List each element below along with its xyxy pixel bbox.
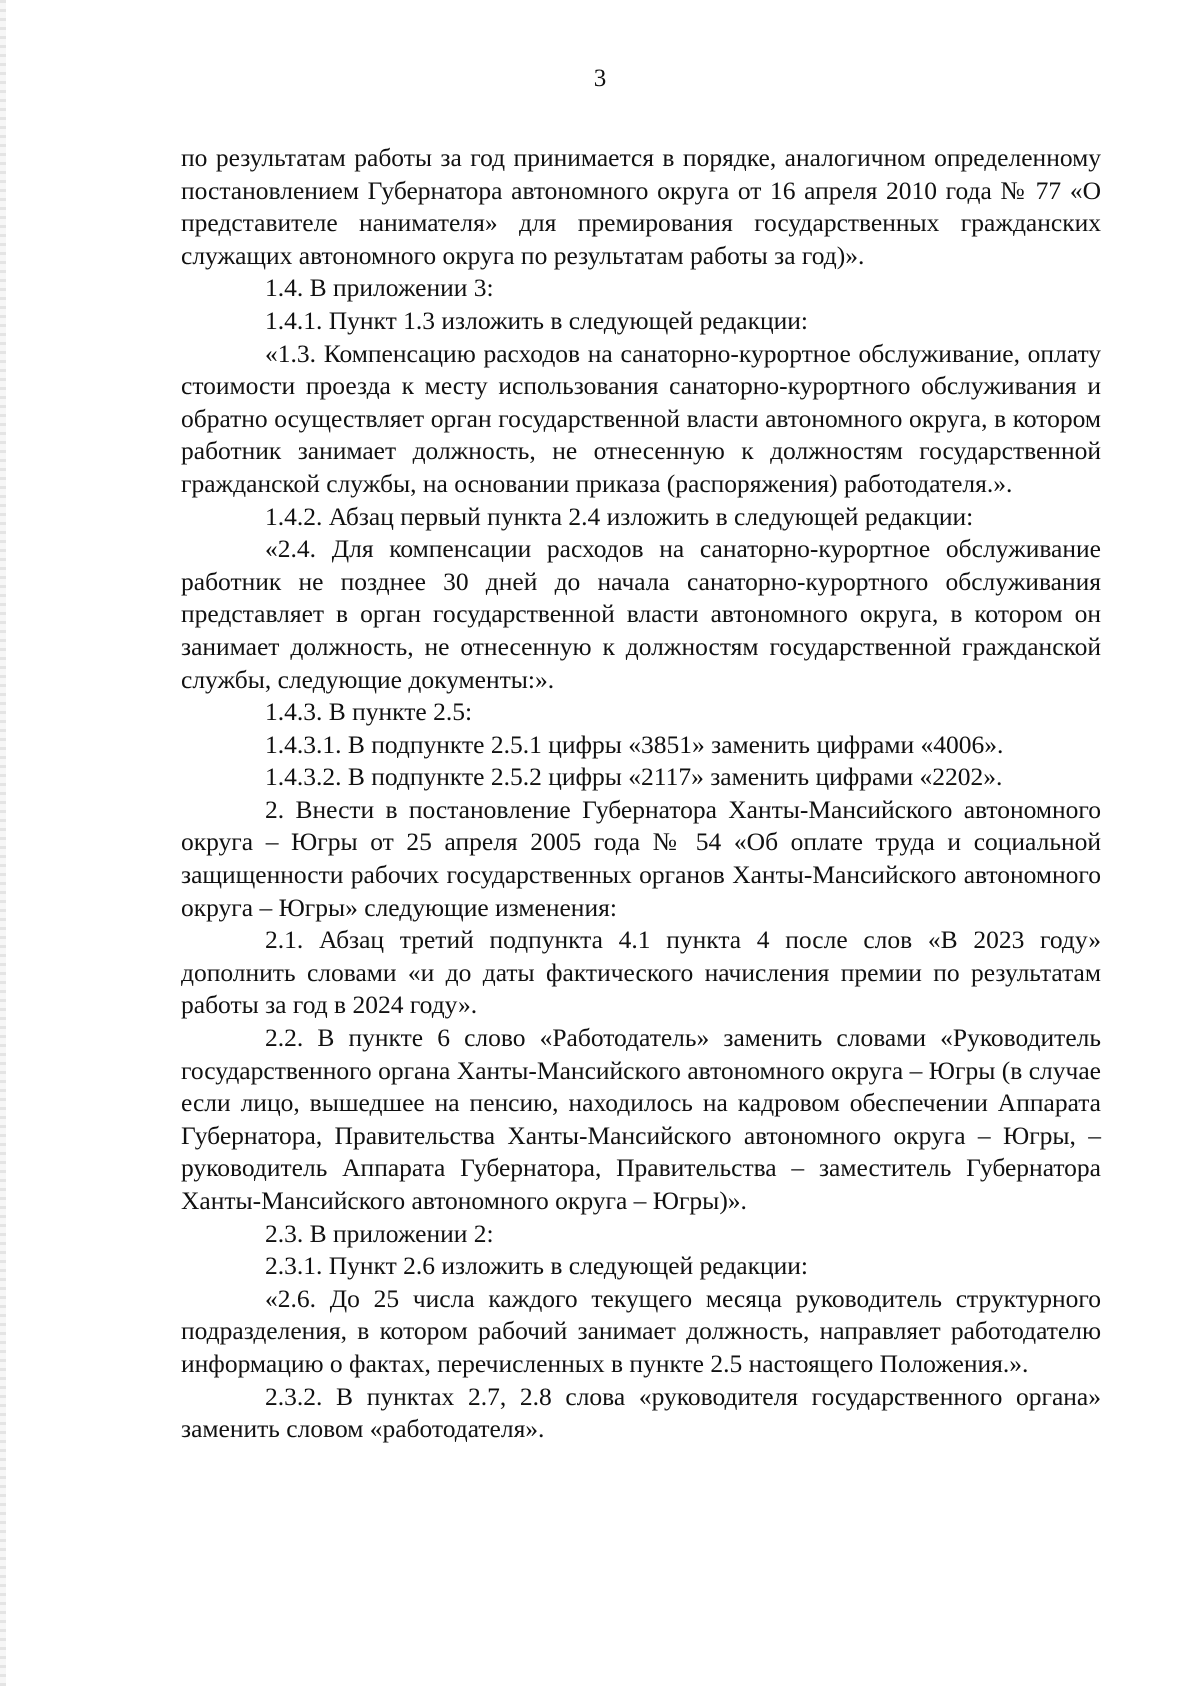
paragraph: 1.4. В приложении 3: (265, 273, 494, 303)
paragraph: по результатам работы за год принимается в порядке, аналогичном определенному постановлением Губернатора автономного округа от 16 апреля 2010 года № 77 «О представителе нанимателя» для премирования государственных гражданских служащих автономного округа по результатам работы за год)». (181, 143, 1101, 270)
scan-edge (0, 0, 6, 1686)
paragraph: 2.2. В пункте 6 слово «Работодатель» заменить словами «Руководитель государственного органа Ханты-Мансийского автономного округа – Югры (в случае если лицо, вышедшее на пенсию, находилось на кадровом обеспечении Аппарата Губернатора, Правительства Ханты-Мансийского автономного округа – Югры, – руководитель Аппарата Губернатора, Правительства – заместитель Губернатора Ханты-Мансийского автономного округа – Югры)». (181, 1023, 1101, 1215)
paragraph: 2. Внести в постановление Губернатора Ханты-Мансийского автономного округа – Югры от 25 апреля 2005 года № 54 «Об оплате труда и социальной защищенности рабочих государственных органов Ханты-Мансийского автономного округа – Югры» следующие изменения: (181, 794, 1101, 922)
paragraph: 1.4.3.1. В подпункте 2.5.1 цифры «3851» заменить цифрами «4006». (265, 729, 1004, 759)
paragraph: «2.4. Для компенсации расходов на санаторно-курортное обслуживание работник не позднее 30 дней до начала санаторно-курортного обслуживания представляет в орган государственной власти автономного округа, в котором он занимает должность, не отнесенную к должностям государственной гражданской службы, следующие документы:». (181, 534, 1101, 694)
paragraph: 2.3. В приложении 2: (265, 1218, 494, 1248)
paragraph: «1.3. Компенсацию расходов на санаторно-курортное обслуживание, оплату стоимости проезда к месту использования санаторно-курортного обслуживания и обратно осуществляет орган государственной власти автономного округа, в котором работник занимает должность, не отнесенную к должностям государственной гражданской службы, на основании приказа (распоряжения) работодателя.». (181, 338, 1101, 498)
paragraph: 1.4.2. Абзац первый пункта 2.4 изложить в следующей редакции: (265, 501, 974, 531)
paragraph: 2.3.1. Пункт 2.6 изложить в следующей редакции: (265, 1251, 808, 1281)
paragraph: 1.4.3. В пункте 2.5: (265, 697, 473, 727)
paragraph: 2.1. Абзац третий подпункта 4.1 пункта 4 после слов «В 2023 году» дополнить словами «и до даты фактического начисления премии по результатам работы за год в 2024 году». (181, 925, 1101, 1020)
page-number: 3 (593, 65, 607, 92)
document-body (181, 142, 1101, 1446)
paragraph: 1.4.1. Пункт 1.3 изложить в следующей редакции: (265, 305, 808, 335)
paragraph: 2.3.2. В пунктах 2.7, 2.8 слова «руководителя государственного органа» заменить словом «работодателя». (181, 1381, 1101, 1444)
paragraph: 1.4.3.2. В подпункте 2.5.2 цифры «2117» заменить цифрами «2202». (265, 762, 1003, 792)
paragraph: «2.6. До 25 числа каждого текущего месяца руководитель структурного подразделения, в котором рабочий занимает должность, направляет работодателю информацию о фактах, перечисленных в пункте 2.5 настоящего Положения.». (181, 1283, 1101, 1378)
